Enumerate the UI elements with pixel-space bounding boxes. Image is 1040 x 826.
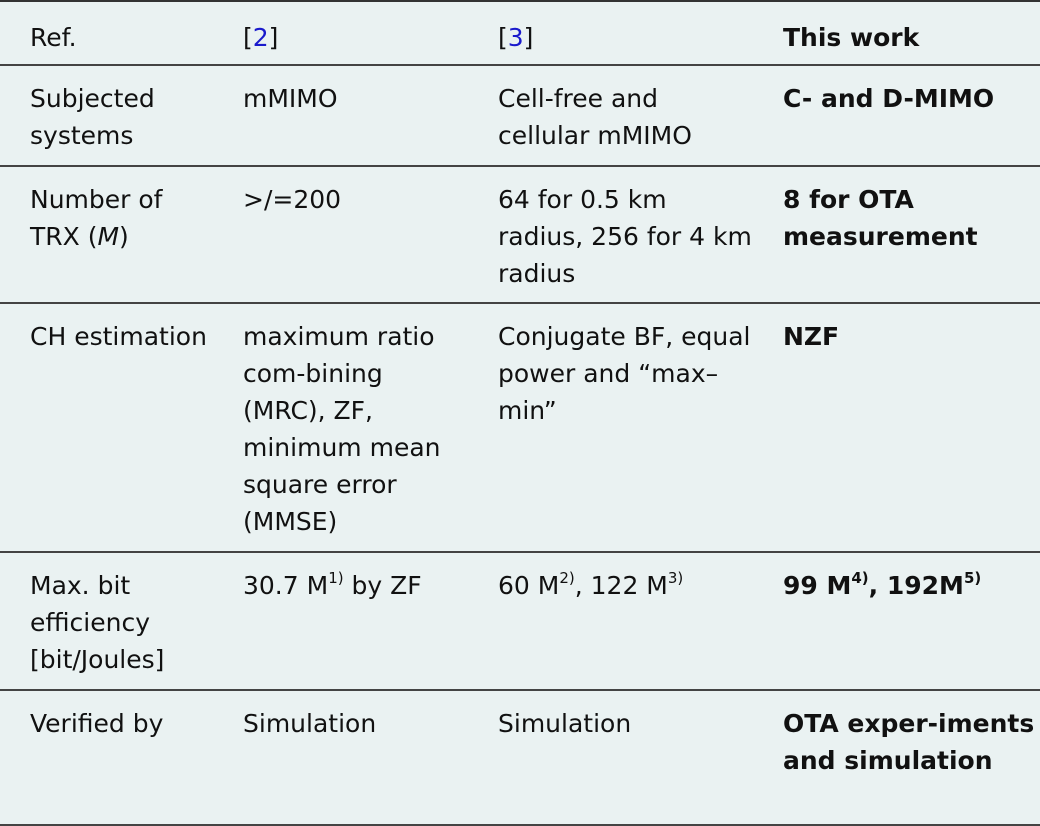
value-text: , 122 M bbox=[574, 571, 668, 600]
cell-this-work: C- and D-MIMO bbox=[783, 84, 995, 113]
header-this-work bbox=[753, 1, 1040, 65]
table-row-subjected-systems bbox=[0, 65, 1040, 166]
cell-ref3: Simulation bbox=[498, 709, 632, 738]
bracket-open: [ bbox=[243, 23, 253, 52]
cell-ref3: 64 for 0.5 km radius, 256 for 4 km radius bbox=[498, 185, 752, 288]
footnote-marker: 3) bbox=[667, 568, 684, 587]
footnote-marker: 1) bbox=[328, 568, 344, 587]
cell-this-work bbox=[753, 552, 1040, 690]
value-text: , 192M bbox=[868, 571, 964, 600]
header-ref-2 bbox=[213, 1, 468, 65]
header-ref-3 bbox=[468, 1, 753, 65]
table-row-bit-efficiency bbox=[0, 552, 1040, 690]
footnote-marker: 2) bbox=[559, 568, 575, 587]
footnote-marker: 4) bbox=[851, 568, 869, 587]
footnote-marker: 5) bbox=[963, 568, 982, 587]
value-tail: by ZF bbox=[343, 571, 422, 600]
row-label: CH estimation bbox=[30, 322, 207, 351]
cell-this-work: NZF bbox=[783, 322, 840, 351]
cell-ref2 bbox=[213, 552, 468, 690]
cell-this-work: 8 for OTA measurement bbox=[783, 185, 978, 251]
citation-link-3[interactable]: 3 bbox=[507, 23, 524, 52]
cell-ref2: mMIMO bbox=[243, 84, 338, 113]
cell-ref3 bbox=[468, 552, 753, 690]
cell-ref3: Conjugate BF, equal power and “max–min” bbox=[498, 322, 751, 425]
value-text: 99 M bbox=[783, 571, 852, 600]
value-text: 60 M bbox=[498, 571, 560, 600]
row-label: Subjected systems bbox=[30, 84, 155, 150]
header-this-work-label: This work bbox=[783, 23, 920, 52]
table-row-ch-estimation bbox=[0, 303, 1040, 552]
bracket-close: ] bbox=[268, 23, 279, 52]
header-ref-label: Ref. bbox=[30, 23, 77, 52]
cell-this-work: OTA exper-iments and simulation bbox=[783, 709, 1035, 775]
bracket-open: [ bbox=[498, 23, 508, 52]
row-label-variable: M bbox=[97, 222, 120, 251]
row-label-text: Number of TRX ( bbox=[30, 185, 163, 251]
cell-ref2: Simulation bbox=[243, 709, 377, 738]
row-label-close: ) bbox=[119, 222, 129, 251]
cell-ref2: maximum ratio com-bining (MRC), ZF, minimum mean square error (MMSE) bbox=[243, 322, 441, 536]
row-label: Max. bit efficiency [bit/Joules] bbox=[30, 571, 165, 674]
bracket-close: ] bbox=[523, 23, 534, 52]
row-label bbox=[0, 166, 213, 303]
cell-ref2: >/=200 bbox=[243, 185, 342, 214]
header-row bbox=[0, 1, 1040, 65]
table-row-verified-by bbox=[0, 690, 1040, 825]
row-label: Verified by bbox=[30, 709, 164, 738]
cell-ref3: Cell-free and cellular mMIMO bbox=[498, 84, 692, 150]
value-text: 30.7 M bbox=[243, 571, 329, 600]
citation-link-2[interactable]: 2 bbox=[252, 23, 269, 52]
header-ref bbox=[0, 1, 213, 65]
table-row-number-of-trx bbox=[0, 166, 1040, 303]
